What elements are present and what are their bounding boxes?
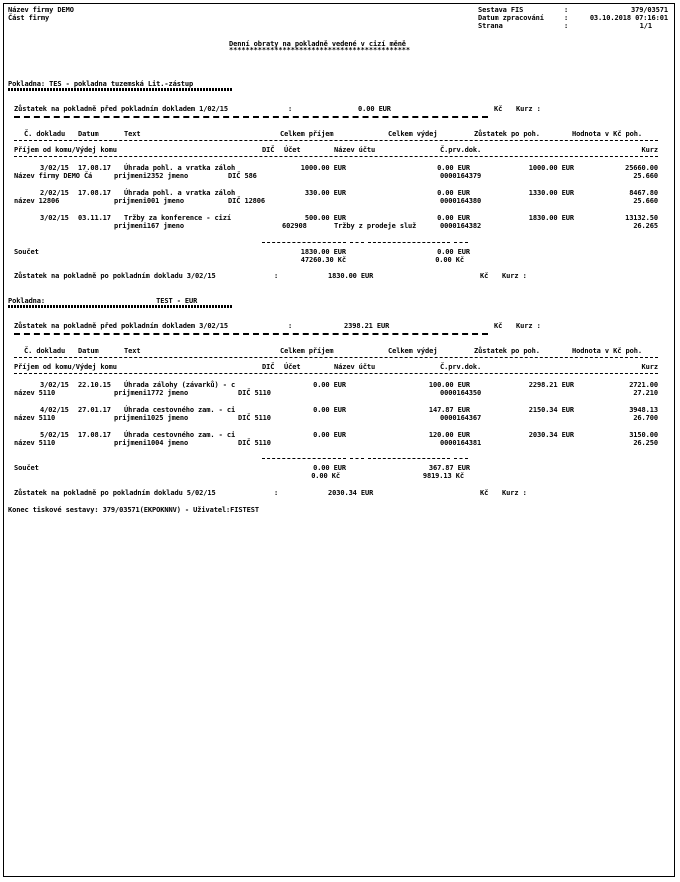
sum-divider xyxy=(262,458,346,459)
row-doc: 3/02/15 xyxy=(40,381,69,389)
row-income: 1000.00 EUR xyxy=(300,164,346,172)
report-value: 379/03571 xyxy=(630,6,668,14)
row-name: prijmeni1004 jmeno xyxy=(114,439,189,447)
company-part: Část firmy xyxy=(8,14,50,22)
balance-before-rate: Kurz : xyxy=(516,105,541,113)
row-dic: DIČ 586 xyxy=(228,172,257,180)
row-date: 17.08.17 xyxy=(78,189,111,197)
row-income: 0.00 EUR xyxy=(313,431,346,439)
col-dic: DIČ xyxy=(262,363,275,371)
row-date: 27.01.17 xyxy=(78,406,111,414)
balance-before-label: Zůstatek na pokladně před pokladním dokladem 1/02/15 xyxy=(14,105,228,113)
col-from: Příjem od komu/Výdej komu xyxy=(14,363,117,371)
col-date: Datum xyxy=(78,347,99,355)
row-name: prijmeni167 jmeno xyxy=(114,222,184,230)
balance-after-rate: Kurz : xyxy=(502,489,527,497)
sum-expense: 367.87 EUR xyxy=(428,464,470,472)
sum-income: 1830.00 EUR xyxy=(300,248,346,256)
col-prim: Č.prv.dok. xyxy=(440,363,482,371)
sum-divider xyxy=(350,458,364,459)
balance-before-label: Zůstatek na pokladně před pokladním dokladem 3/02/15 xyxy=(14,322,228,330)
balance-before-amount: 2398.21 EUR xyxy=(344,322,390,330)
row-rate: 25.660 xyxy=(633,172,658,180)
row-balance: 1000.00 EUR xyxy=(528,164,574,172)
sum-expense-czk: 9819.13 Kč xyxy=(422,472,464,480)
col-dic: DIČ xyxy=(262,146,275,154)
row-expense: 147.87 EUR xyxy=(428,406,470,414)
row-balance: 1330.00 EUR xyxy=(528,189,574,197)
sum-divider xyxy=(368,458,450,459)
row-value: 25660.00 xyxy=(625,164,658,172)
row-doc: 4/02/15 xyxy=(40,406,69,414)
row-balance: 2298.21 EUR xyxy=(528,381,574,389)
col-date: Datum xyxy=(78,130,99,138)
divider xyxy=(14,116,488,118)
divider xyxy=(14,156,658,157)
row-text: Úhrada cestovného zam. - ci xyxy=(124,431,236,439)
row-income: 330.00 EUR xyxy=(304,189,346,197)
row-doc: 3/02/15 xyxy=(40,214,69,222)
row-value: 3948.13 xyxy=(629,406,658,414)
date-label: Datum zpracování xyxy=(478,14,544,22)
report-end: Konec tiskové sestavy: 379/03571(EKPOKNNV) - Uživatel:FISTEST xyxy=(8,506,259,514)
row-prim: 0000164367 xyxy=(440,414,482,422)
col-balance: Zůstatek po poh. xyxy=(474,130,540,138)
row-name: prijmeni2352 jmeno xyxy=(114,172,189,180)
balance-after-label: Zůstatek na pokladně po pokladním dokladu 3/02/15 xyxy=(14,272,216,280)
balance-after-rate: Kurz : xyxy=(502,272,527,280)
col-from: Příjem od komu/Výdej komu xyxy=(14,146,117,154)
row-value: 3150.00 xyxy=(629,431,658,439)
row-name: prijmeni001 jmeno xyxy=(114,197,184,205)
col-income: Celkem příjem xyxy=(280,130,334,138)
row-dic: DIČ 12806 xyxy=(228,197,266,205)
sum-income-czk: 0.00 Kč xyxy=(311,472,340,480)
company-name: Název firmy DEMO xyxy=(8,6,74,14)
row-rate: 26.250 xyxy=(633,439,658,447)
row-rate: 26.700 xyxy=(633,414,658,422)
row-balance: 2030.34 EUR xyxy=(528,431,574,439)
row-income: 0.00 EUR xyxy=(313,406,346,414)
balance-after-amount: 2030.34 EUR xyxy=(328,489,374,497)
row-date: 17.08.17 xyxy=(78,164,111,172)
col-text: Text xyxy=(124,347,141,355)
row-name: prijmeni1772 jmeno xyxy=(114,389,189,397)
balance-after-amount: 1830.00 EUR xyxy=(328,272,374,280)
balance-before-amount: 0.00 EUR xyxy=(358,105,391,113)
register-name: Pokladna: TES - pokladna tuzemská Lit.-zástup xyxy=(8,80,194,88)
sum-divider xyxy=(350,242,364,243)
row-rate: 27.210 xyxy=(633,389,658,397)
col-expense: Celkem výdej xyxy=(388,130,438,138)
row-text: Úhrada pohl. a vratka záloh xyxy=(124,189,236,197)
row-doc: 5/02/15 xyxy=(40,431,69,439)
row-balance: 2150.34 EUR xyxy=(528,406,574,414)
divider xyxy=(14,140,658,141)
col-text: Text xyxy=(124,130,141,138)
row-value: 13132.50 xyxy=(625,214,658,222)
row-text: Úhrada cestovného zam. - ci xyxy=(124,406,236,414)
row-expense: 0.00 EUR xyxy=(437,189,470,197)
row-prim: 0000164381 xyxy=(440,439,482,447)
sum-divider xyxy=(262,242,346,243)
row-dic: DIČ 5110 xyxy=(238,414,271,422)
balance-before-ccy: Kč xyxy=(494,322,503,330)
col-account-name: Název účtu xyxy=(334,363,376,371)
row-doc: 2/02/15 xyxy=(40,189,69,197)
date-colon: : xyxy=(564,14,569,22)
row-income: 0.00 EUR xyxy=(313,381,346,389)
col-account: Účet xyxy=(284,146,301,154)
row-account: 602908 xyxy=(282,222,307,230)
row-prim: 0000164382 xyxy=(440,222,482,230)
page-value: 1/1 xyxy=(639,22,652,30)
row-date: 03.11.17 xyxy=(78,214,111,222)
sum-income: 0.00 EUR xyxy=(313,464,346,472)
row-dic: DIČ 5110 xyxy=(238,389,271,397)
balance-after-ccy: Kč xyxy=(480,489,489,497)
register-name: Pokladna: TEST - EUR xyxy=(8,297,198,305)
register-underline xyxy=(8,88,232,91)
row-expense: 100.00 EUR xyxy=(428,381,470,389)
divider xyxy=(14,373,658,374)
sum-expense: 0.00 EUR xyxy=(437,248,470,256)
col-rate: Kurz xyxy=(641,146,658,154)
divider xyxy=(14,357,658,358)
col-rate: Kurz xyxy=(641,363,658,371)
row-text: Tržby za konference - cizí xyxy=(124,214,231,222)
row-expense: 120.00 EUR xyxy=(428,431,470,439)
register-underline xyxy=(8,305,232,308)
row-prim: 0000164379 xyxy=(440,172,482,180)
row-from: název 5110 xyxy=(14,439,56,447)
row-prim: 0000164350 xyxy=(440,389,482,397)
row-rate: 26.265 xyxy=(633,222,658,230)
row-date: 17.08.17 xyxy=(78,431,111,439)
row-text: Úhrada pohl. a vratka záloh xyxy=(124,164,236,172)
balance-after-label: Zůstatek na pokladně po pokladním dokladu 5/02/15 xyxy=(14,489,216,497)
page-colon: : xyxy=(564,22,569,30)
row-prim: 0000164380 xyxy=(440,197,482,205)
row-value: 2721.00 xyxy=(629,381,658,389)
balance-before-ccy: Kč xyxy=(494,105,503,113)
balance-before-rate: Kurz : xyxy=(516,322,541,330)
col-prim: Č.prv.dok. xyxy=(440,146,482,154)
row-dic: DIČ 5110 xyxy=(238,439,271,447)
page-label: Strana xyxy=(478,22,503,30)
row-from: název 5110 xyxy=(14,389,56,397)
row-from: název 5110 xyxy=(14,414,56,422)
report-title-underline: ******************************************** xyxy=(229,46,411,54)
row-rate: 25.660 xyxy=(633,197,658,205)
col-doc: Č. dokladu xyxy=(24,130,66,138)
col-account-name: Název účtu xyxy=(334,146,376,154)
row-expense: 0.00 EUR xyxy=(437,164,470,172)
report-label: Sestava FIS xyxy=(478,6,524,14)
divider xyxy=(14,333,488,335)
col-doc: Č. dokladu xyxy=(24,347,66,355)
date-value: 03.10.2018 07:16:01 xyxy=(589,14,668,22)
row-text: Úhrada zálohy (závarků) - c xyxy=(124,381,236,389)
sum-income-czk: 47260.30 Kč xyxy=(300,256,346,264)
row-account-name: Tržby z prodeje služ xyxy=(334,222,417,230)
col-balance: Zůstatek po poh. xyxy=(474,347,540,355)
sum-divider xyxy=(368,242,450,243)
sum-label: Součet xyxy=(14,248,39,256)
col-value: Hodnota v Kč poh. xyxy=(572,130,642,138)
row-from: název 12806 xyxy=(14,197,60,205)
row-doc: 3/02/15 xyxy=(40,164,69,172)
sum-divider xyxy=(454,458,468,459)
sum-expense-czk: 0.00 Kč xyxy=(435,256,464,264)
col-expense: Celkem výdej xyxy=(388,347,438,355)
col-account: Účet xyxy=(284,363,301,371)
row-name: prijmeni1025 jmeno xyxy=(114,414,189,422)
row-value: 8467.80 xyxy=(629,189,658,197)
report-title: Denní obraty na pokladně vedené v cizí měně xyxy=(229,40,406,48)
row-balance: 1830.00 EUR xyxy=(528,214,574,222)
row-income: 500.00 EUR xyxy=(304,214,346,222)
row-from: Název firmy DEMO Čá xyxy=(14,172,93,180)
col-income: Celkem příjem xyxy=(280,347,334,355)
col-value: Hodnota v Kč poh. xyxy=(572,347,642,355)
report-colon: : xyxy=(564,6,569,14)
sum-label: Součet xyxy=(14,464,39,472)
sum-divider xyxy=(454,242,468,243)
row-date: 22.10.15 xyxy=(78,381,111,389)
row-expense: 0.00 EUR xyxy=(437,214,470,222)
balance-after-ccy: Kč xyxy=(480,272,489,280)
